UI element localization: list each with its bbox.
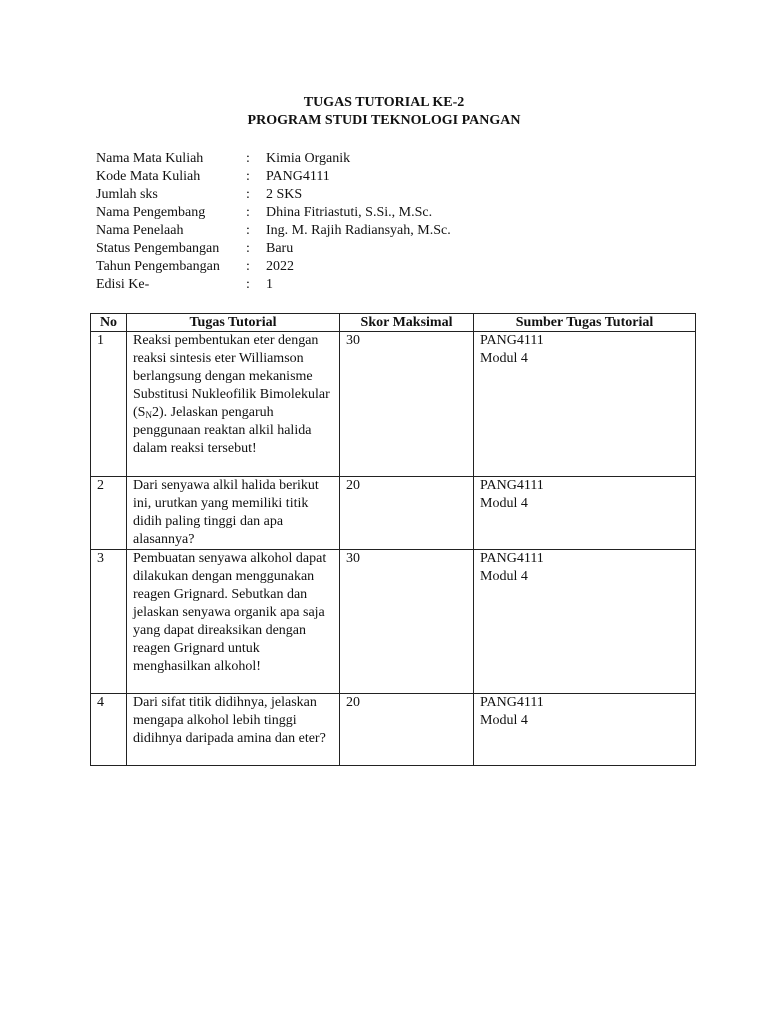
source-code: PANG4111 [480, 695, 544, 710]
developer-row [96, 204, 451, 222]
meta-colon: : [246, 277, 250, 292]
table-row [91, 694, 696, 766]
meta-colon: : [246, 151, 250, 166]
tutorial-task-table [90, 313, 696, 766]
source-code: PANG4111 [480, 478, 544, 493]
course-code-row [96, 168, 451, 186]
credits-row [96, 186, 451, 204]
reviewer-row [96, 222, 451, 240]
row-number: 2 [91, 477, 127, 550]
meta-value: Ing. M. Rajih Radiansyah, M.Sc. [266, 223, 451, 238]
source-module: Modul 4 [480, 569, 528, 584]
task-text [127, 332, 340, 477]
meta-label: Tahun Pengembangan [96, 259, 220, 274]
task-source [474, 694, 696, 766]
course-info [96, 150, 451, 294]
task-subscript: N [145, 410, 152, 420]
max-score: 20 [340, 477, 474, 550]
meta-value: Dhina Fitriastuti, S.Si., M.Sc. [266, 205, 433, 220]
task-text: Pembuatan senyawa alkohol dapat dilakukan dengan menggunakan reagen Grignard. Sebutkan dan jelaskan senyawa organik apa saja yang dapat direaksikan dengan reagen Grignard untuk menghasilkan alkohol! [127, 550, 340, 694]
task-source [474, 477, 696, 550]
header-max-score: Skor Maksimal [340, 314, 474, 332]
meta-value: Kimia Organik [266, 151, 351, 166]
max-score: 30 [340, 332, 474, 477]
meta-label: Edisi Ke- [96, 277, 150, 292]
source-module: Modul 4 [480, 496, 528, 511]
max-score: 30 [340, 550, 474, 694]
meta-label: Jumlah sks [96, 187, 158, 202]
meta-label: Nama Pengembang [96, 205, 206, 220]
task-text: Dari senyawa alkil halida berikut ini, urutkan yang memiliki titik didih paling tinggi dan apa alasannya? [127, 477, 340, 550]
meta-label: Status Pengembangan [96, 241, 220, 256]
meta-colon: : [246, 223, 250, 238]
source-module: Modul 4 [480, 351, 528, 366]
task-text-part: Reaksi pembentukan eter dengan reaksi sintesis eter Williamson berlangsung dengan mekanisme Substitusi Nukleofilik Bimolekular (S [133, 333, 330, 420]
row-number: 1 [91, 332, 127, 477]
meta-label: Nama Penelaah [96, 223, 184, 238]
table-row [91, 332, 696, 477]
document-title: TUGAS TUTORIAL KE-2 [303, 95, 465, 110]
meta-value: Baru [266, 241, 294, 256]
meta-colon: : [246, 169, 250, 184]
meta-value: 2 SKS [266, 187, 303, 202]
meta-label: Nama Mata Kuliah [96, 151, 204, 166]
task-source [474, 550, 696, 694]
meta-colon: : [246, 187, 250, 202]
header-no: No [91, 314, 127, 332]
task-text-part: 2). Jelaskan pengaruh penggunaan reaktan alkil halida dalam reaksi tersebut! [133, 405, 312, 456]
development-status-row [96, 240, 451, 258]
task-source [474, 332, 696, 477]
development-year-row [96, 258, 451, 276]
meta-colon: : [246, 241, 250, 256]
table-header-row [91, 314, 696, 332]
meta-colon: : [246, 259, 250, 274]
program-title: PROGRAM STUDI TEKNOLOGI PANGAN [247, 113, 521, 128]
source-module: Modul 4 [480, 713, 528, 728]
table-row [91, 550, 696, 694]
meta-label: Kode Mata Kuliah [96, 169, 201, 184]
meta-value: PANG4111 [266, 169, 330, 184]
header-task: Tugas Tutorial [127, 314, 340, 332]
row-number: 3 [91, 550, 127, 694]
meta-value: 2022 [266, 259, 294, 274]
course-name-row [96, 150, 451, 168]
meta-value: 1 [266, 277, 273, 292]
edition-row [96, 276, 451, 294]
source-code: PANG4111 [480, 333, 544, 348]
row-number: 4 [91, 694, 127, 766]
header-source: Sumber Tugas Tutorial [474, 314, 696, 332]
max-score: 20 [340, 694, 474, 766]
table-row [91, 477, 696, 550]
source-code: PANG4111 [480, 551, 544, 566]
task-text: Dari sifat titik didihnya, jelaskan mengapa alkohol lebih tinggi didihnya daripada amina dan eter? [127, 694, 340, 766]
meta-colon: : [246, 205, 250, 220]
